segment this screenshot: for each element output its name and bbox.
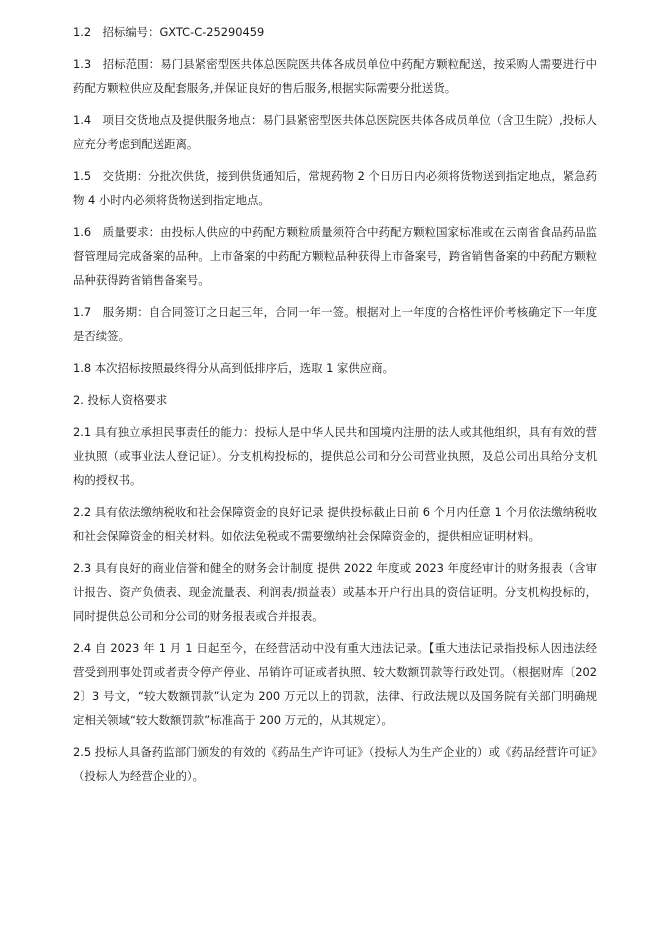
paragraph-1-6: 1.6 质量要求：由投标人供应的中药配方颗粒质量须符合中药配方颗粒国家标准或在云南省食品药品监督管理局完成备案的品种。上市备案的中药配方颗粒品种获得上市备案号，跨省销售备案的中药配方颗粒品种获得跨省销售备案号。 — [73, 225, 597, 287]
paragraph-2-2: 2.2 具有依法缴纳税收和社会保障资金的良好记录 提供投标截止日前 6 个月内任意 1 个月依法缴纳税收和社会保障资金的相关材料。如依法免税或不需要缴纳社会保障资金的，提供相应证明材料。 — [73, 505, 597, 543]
paragraph-1-3: 1.3 招标范围：易门县紧密型医共体总医院医共体各成员单位中药配方颗粒配送，按采购人需要进行中药配方颗粒供应及配套服务,并保证良好的售后服务,根据实际需要分批送货。 — [73, 57, 597, 95]
section-heading-2: 2. 投标人资格要求 — [73, 393, 168, 407]
paragraph-2-4: 2.4 自 2023 年 1 月 1 日起至今，在经营活动中没有重大违法记录。【重大违法记录指投标人因违法经营受到刑事处罚或者责令停产停业、吊销许可证或者执照、较大数额罚款等行政处罚。（根据财库〔2022〕3 号文，“较大数额罚款”认定为 200 万元以上的罚款，法律、行政法规以及国务院有关部门明确规定相关领域“较大数额罚款”标准高于 200 万元的，从其规定）。 — [73, 641, 597, 727]
paragraph-1-8: 1.8 本次招标按照最终得分从高到低排序后，选取 1 家供应商。 — [73, 361, 394, 375]
paragraph-1-4: 1.4 项目交货地点及提供服务地点：易门县紧密型医共体总医院医共体各成员单位（含卫生院）,投标人应充分考虑到配送距离。 — [73, 113, 597, 151]
paragraph-2-3: 2.3 具有良好的商业信誉和健全的财务会计制度 提供 2022 年度或 2023 年度经审计的财务报表（含审计报告、资产负债表、现金流量表、利润表/损益表）或基本开户行出具的资信证明。分支机构投标的，同时提供总公司和分公司的财务报表或合并报表。 — [73, 561, 597, 623]
paragraph-2-5: 2.5 投标人具备药监部门颁发的有效的《药品生产许可证》（投标人为生产企业的）或《药品经营许可证》（投标人为经营企业的）。 — [73, 745, 597, 783]
paragraph-1-5: 1.5 交货期：分批次供货，接到供货通知后，常规药物 2 个日历日内必须将货物送到指定地点，紧急药物 4 小时内必须将货物送到指定地点。 — [73, 169, 597, 207]
paragraph-1-7: 1.7 服务期：自合同签订之日起三年，合同一年一签。根据对上一年度的合格性评价考核确定下一年度是否续签。 — [73, 305, 597, 343]
paragraph-1-2: 1.2 招标编号：GXTC-C-25290459 — [73, 25, 265, 39]
paragraph-2-1: 2.1 具有独立承担民事责任的能力：投标人是中华人民共和国境内注册的法人或其他组织，具有有效的营业执照（或事业法人登记证）。分支机构投标的，提供总公司和分公司营业执照，及总公司出具给分支机构的授权书。 — [73, 425, 597, 487]
